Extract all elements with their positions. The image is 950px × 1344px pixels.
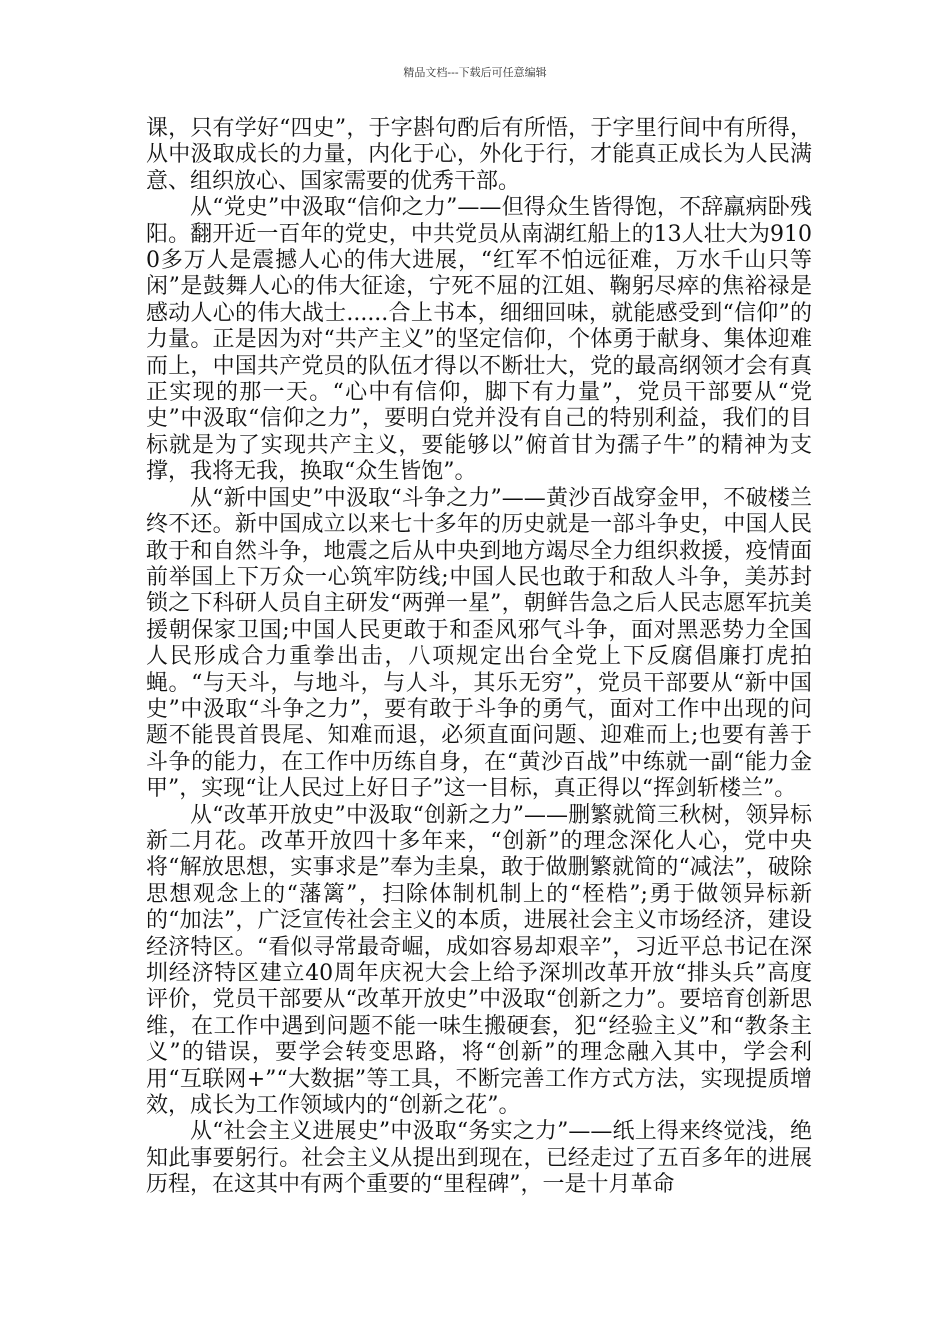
paragraph-socialism-history: 从“社会主义进展史”中汲取“务实之力”——纸上得来终觉浅，绝知此事要躬行。社会主义从提出到现在，已经走过了五百多年的进展历程，在这其中有两个重要的“里程碑”，一是十月革命 [146,1119,812,1198]
paragraph-party-history: 从“党史”中汲取“信仰之力”——但得众生皆得饱，不辞羸病卧残阳。翻开近一百年的党史，中共党员从南湖红船上的13人壮大为9100多万人是震撼人心的伟大进展，“红军不怕远征难，万水千山只等闲”是鼓舞人心的伟大征途，宁死不屈的江姐、鞠躬尽瘁的焦裕禄是感动人心的伟大战士......合上书本，细细回味，就能感受到“信仰”的力量。正是因为对“共产主义”的坚定信仰，个体勇于献身、集体迎难而上，中国共产党员的队伍才得以不断壮大，党的最高纲领才会有真正实现的那一天。“心中有信仰，脚下有力量”，党员干部要从“党史”中汲取“信仰之力”，要明白党并没有自己的特别利益，我们的目标就是为了实现共产主义，要能够以”俯首甘为孺子牛”的精神为支撑，我将无我，换取“众生皆饱”。 [146,195,812,485]
page-header: 精品文档---下载后可任意编辑 [403,66,547,79]
paragraph-new-china-history: 从“新中国史”中汲取“斗争之力”——黄沙百战穿金甲，不破楼兰终不还。新中国成立以来七十多年的历史就是一部斗争史，中国人民敢于和自然斗争，地震之后从中央到地方竭尽全力组织救援，疫情面前举国上下万众一心筑牢防线;中国人民也敢于和敌人斗争，美苏封锁之下科研人员自主研发“两弹一星”，朝鲜告急之后人民志愿军抗美援朝保家卫国;中国人民更敢于和歪风邪气斗争，面对黑恶势力全国人民形成合力重拳出击，八项规定出台全党上下反腐倡廉打虎拍蝇。“与天斗，与地斗，与人斗，其乐无穷”，党员干部要从“新中国史”中汲取“斗争之力”，要有敢于斗争的勇气，面对工作中出现的问题不能畏首畏尾、知难而退，必须直面问题、迎难而上;也要有善于斗争的能力，在工作中历练自身，在“黄沙百战”中练就一副“能力金甲”，实现“让人民过上好日子”这一目标，真正得以“挥剑斩楼兰”。 [146,485,812,802]
paragraph-reform-history: 从“改革开放史”中汲取“创新之力”——删繁就简三秋树，领异标新二月花。改革开放四十多年来，“创新”的理念深化人心，党中央将“解放思想，实事求是”奉为圭臬，敢于做删繁就简的“减法”，破除思想观念上的“藩篱”，扫除体制机制上的“桎梏”;勇于做领异标新的“加法”，广泛宣传社会主义的本质，进展社会主义市场经济，建设经济特区。“看似寻常最奇崛，成如容易却艰辛”，习近平总书记在深圳经济特区建立40周年庆祝大会上给予深圳改革开放“排头兵”高度评价，党员干部要从“改革开放史”中汲取“创新之力”。要培育创新思维，在工作中遇到问题不能一味生搬硬套，犯“经验主义”和“教条主义”的错误，要学会转变思路，将“创新”的理念融入其中，学会利用“互联网+”“大数据”等工具，不断完善工作方式方法，实现提质增效，成长为工作领域内的“创新之花”。 [146,802,812,1119]
document-body [146,116,812,1199]
paragraph-continuation: 课，只有学好“四史”，于字斟句酌后有所悟，于字里行间中有所得，从中汲取成长的力量，内化于心，外化于行，才能真正成长为人民满意、组织放心、国家需要的优秀干部。 [146,116,812,194]
